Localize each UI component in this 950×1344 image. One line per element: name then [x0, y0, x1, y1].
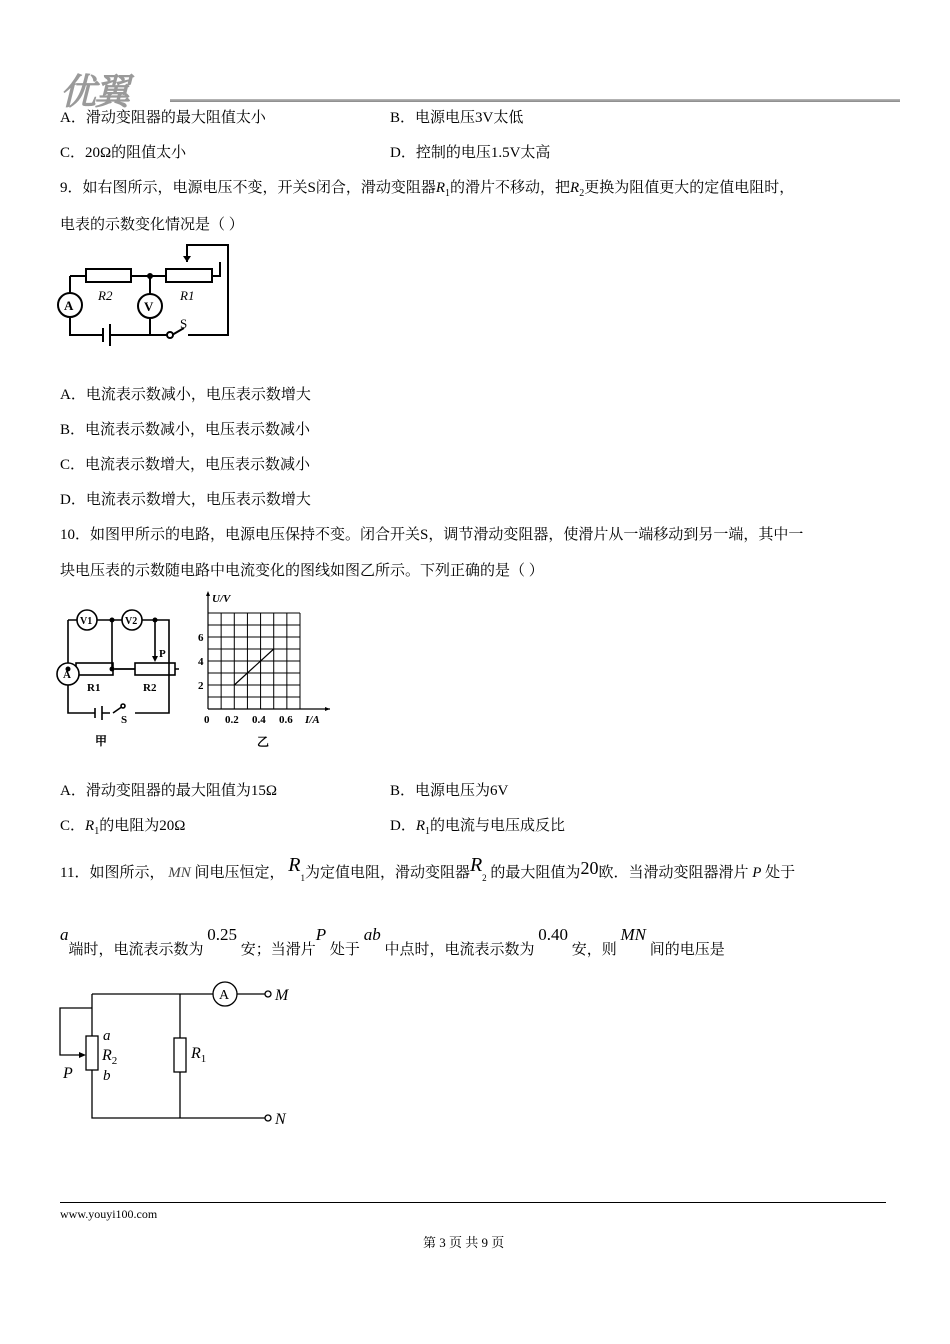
q11-terminal-m: M: [275, 987, 289, 1004]
q11-end-b: b: [103, 1068, 111, 1084]
q10-graph-ytick: 4: [198, 656, 204, 668]
q10-switch-label: S: [121, 714, 128, 726]
q9-option-a: A．电流表示数减小，电压表示数增大: [60, 387, 311, 403]
q9-option-c: C．电流表示数增大，电压表示数减小: [60, 457, 311, 473]
q10-slider-label: P: [159, 648, 166, 660]
page-number: 第 3 页 共 9 页: [423, 1235, 505, 1250]
q11-circuit-figure: [55, 978, 305, 1128]
q10-graph-xtick: 0.4: [252, 714, 266, 726]
footer-url[interactable]: www.youyi100.com: [60, 1207, 158, 1221]
q9-switch-label: S: [180, 316, 188, 331]
footer-divider: [60, 1202, 886, 1203]
q8-option-c: C．20Ω的阻值太小: [60, 145, 187, 161]
q8-option-a: A．滑动变阻器的最大阻值太小: [60, 110, 266, 126]
q9-r1-label: R1: [180, 288, 195, 303]
q10-stem-line1: 10．如图甲所示的电路，电源电压保持不变。闭合开关S，调节滑动变阻器，使滑片从一端移动到另一端，其中一: [60, 527, 804, 543]
q10-graph-data-line: [234, 649, 273, 685]
header-divider: [170, 99, 900, 102]
q8-option-d: D．控制的电压1.5V太高: [390, 145, 551, 161]
q11-end-a: a: [103, 1028, 111, 1044]
q10-stem-line2: 块电压表的示数随电路中电流变化的图线如图乙所示。下列正确的是（ ）: [60, 563, 544, 579]
q8-option-b: B．电源电压3V太低: [390, 110, 524, 126]
q11-terminal-n: N: [275, 1111, 286, 1128]
q10-fig-caption-jia: 甲: [95, 734, 108, 748]
q11-r1-label: $R_1$: [191, 1045, 207, 1065]
q10-fig-caption-yi: 乙: [257, 735, 270, 749]
q10-graph-xlabel: I/A: [305, 714, 320, 726]
q11-slider-p: P: [63, 1065, 73, 1082]
q10-graph-ylabel: U/V: [212, 593, 231, 605]
q10-r2-label: R2: [143, 682, 157, 694]
q10-graph-xtick: 0.6: [279, 714, 293, 726]
q9-circuit-figure: [50, 238, 240, 350]
q10-option-a: A．滑动变阻器的最大阻值为15Ω: [60, 783, 277, 799]
q10-option-c: C．$R_1$的电阻为20Ω: [60, 818, 186, 837]
q10-graph-yi: [195, 588, 335, 753]
q10-graph-xtick: 0.2: [225, 714, 239, 726]
q10-graph-xtick: 0: [204, 714, 210, 726]
q10-circuit-figure-jia: [55, 605, 185, 750]
q11-stem-line2: a端时，电流表示数为 0.25 安；当滑片P 处于 ab 中点时，电流表示数为 0.40 安，则 MN 间的电压是: [60, 925, 725, 958]
q9-stem-line2: 电表的示数变化情况是（ ）: [60, 217, 244, 233]
q9-voltmeter-label: V: [144, 299, 154, 314]
q10-ammeter-label: A: [63, 669, 71, 681]
logo: 优翼: [60, 72, 129, 113]
q9-stem-line1: 9．如右图所示，电源电压不变，开关S闭合，滑动变阻器$R_1$的滑片不移动，把$R_2$更换为阻值更大的定值电阻时，: [60, 180, 795, 199]
q9-r2-label: R2: [98, 288, 113, 303]
q10-option-b: B．电源电压为6V: [390, 783, 509, 799]
q11-r2-label: $R_2$: [102, 1047, 118, 1067]
q9-option-d: D．电流表示数增大，电压表示数增大: [60, 492, 311, 508]
q9-option-b: B．电流表示数减小，电压表示数减小: [60, 422, 311, 438]
q10-v1-label: V1: [80, 616, 93, 627]
q10-graph-ytick: 6: [198, 632, 204, 644]
q10-option-d: D．$R_1$的电流与电压成反比: [390, 818, 566, 837]
q10-graph-ytick: 2: [198, 680, 204, 692]
q11-stem-line1: 11．如图所示， MN 间电压恒定， $R_1$为定值电阻，滑动变阻器$R_2$ 的最大阻值为20欧．当滑动变阻器滑片 P 处于: [60, 854, 796, 883]
q9-ammeter-label: A: [64, 298, 74, 313]
q11-ammeter-label: A: [219, 988, 230, 1003]
q10-v2-label: V2: [125, 616, 138, 627]
q10-r1-label: R1: [87, 682, 101, 694]
